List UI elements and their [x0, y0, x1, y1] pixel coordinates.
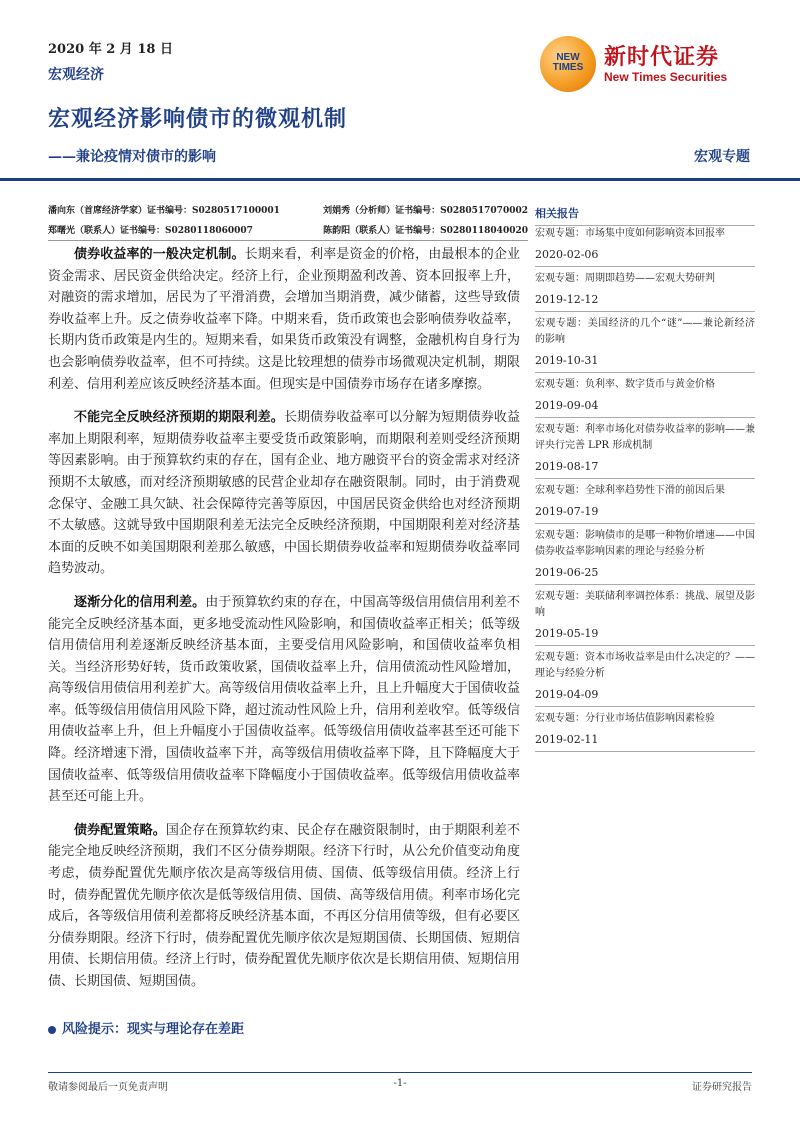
- paragraph-text: 长期债券收益率可以分解为短期债券收益率加上期限利率，短期债券收益率主要受货币政策影响，而期限利差则受经济预期等因素影响。由于预算软约束的存在，国有企业、地方融资平台的资金需求对经济预期不太敏感，而对经济预期敏感的民营企业却存在融资限制。同时，由于消费观念保守、金融工具欠缺、社会保障待完善等原因，中国居民资金供给也对经济预期不太敏感。这就导致中国期限利差无法完全反映经济预期，中国期限利差对经济基本面的反映不如美国期限利差那么敏感，中国长期债券收益率和短期债券收益率同趋势波动。: [48, 410, 520, 577]
- paragraph-lead: 债券收益率的一般决定机制。: [74, 247, 245, 262]
- body-paragraph: [48, 244, 520, 395]
- sidebar-divider: [535, 372, 755, 373]
- paragraph-text: 长期来看，利率是资金的价格，由最根本的企业资金需求、居民资金供给决定。经济上行，企业预期盈利改善、资本回报率上升，对融资的需求增加，居民为了平滑消费，会增加当期消费，减少储蓄，这些导致债券收益率上升。反之债券收益率下降。中期来看，货币政策也会影响债券收益率，长期内货币政策是内生的。短期来看，如果货币政策没有调整，金融机构自身行为也会影响债券收益率，但不可持续。这是比较理想的债券市场微观决定机制，期限利差、信用利差应该反映经济基本面。但现实是中国债券市场存在诸多摩擦。: [48, 247, 520, 392]
- body-paragraph: [48, 592, 520, 808]
- sidebar-divider: [535, 751, 755, 752]
- sidebar-divider: [535, 645, 755, 646]
- related-report-date: 2019-05-19: [535, 627, 599, 640]
- related-report-item[interactable]: [535, 226, 755, 271]
- body-paragraph: [48, 407, 520, 580]
- related-report-date: 2019-07-19: [535, 505, 599, 518]
- related-report-date: 2019-04-09: [535, 688, 599, 701]
- footer-report-type: 证券研究报告: [692, 1082, 752, 1093]
- sidebar-divider: [535, 523, 755, 524]
- analyst-entry: 郑曙光（联系人）证书编号：S0280118060007: [48, 226, 253, 236]
- related-report-title[interactable]: 宏观专题：美联储利率调控体系：挑战、展望及影响: [535, 591, 755, 618]
- related-report-date: 2019-06-25: [535, 566, 599, 579]
- main-content: [48, 244, 520, 1005]
- paragraph-text: 国企存在预算软约束、民企存在融资限制时，由于期限利差不能完全地反映经济预期，我们不区分债券期限。经济下行时，从公允价值变动角度考虑，债券配置优先顺序依次是高等级信用债、国债、低等级信用债。经济上行时，债券配置优先顺序依次是低等级信用债、国债、高等级信用债。利率市场化完成后，各等级信用债利差都将反映经济基本面，不再区分信用债等级，但有必要区分债券期限。经济下行时，债券配置优先顺序依次是短期国债、长期国债、短期信用债、长期信用债。经济上行时，债券配置优先顺序依次是长期信用债、短期信用债、长期国债、短期国债。: [48, 822, 520, 989]
- related-report-item[interactable]: [535, 528, 755, 589]
- page-subtitle: ——兼论疫情对债市的影响: [48, 149, 216, 165]
- header-divider: [0, 178, 800, 181]
- related-report-date: 2019-02-11: [535, 733, 599, 746]
- logo-name-cn: 新时代证券: [604, 44, 720, 70]
- related-report-item[interactable]: [535, 316, 755, 377]
- related-report-item[interactable]: [535, 422, 755, 483]
- report-type: 宏观专题: [694, 149, 750, 165]
- related-reports-heading: 相关报告: [535, 207, 579, 220]
- disclaimer-link[interactable]: 敬请参阅最后一页免责声明: [48, 1082, 168, 1093]
- sidebar-divider: [535, 266, 755, 267]
- related-report-item[interactable]: [535, 711, 755, 756]
- paragraph-text: 由于预算软约束的存在，中国高等级信用债信用利差不能完全反映经济基本面，更多地受流动性风险影响，和国债收益率正相关；低等级信用债信用利差逐渐反映经济基本面，主要受信用风险影响，和国债收益率负相关。当经济形势好转，货币政策收紧，国债收益率上升，信用债流动性风险增加，高等级信用债信用利差扩大。高等级信用债收益率上升，且上升幅度大于国债收益率。低等级信用债信用风险下降，超过流动性风险上升，信用利差收窄。低等级信用债收益率上升，但上升幅度小于国债收益率。低等级信用债收益率甚至还可能下降。经济增速下滑，国债收益率下并，高等级信用债收益率下降，且下降幅度大于国债收益率、低等级信用债收益率下降幅度小于国债收益率。低等级信用债收益率甚至还可能上升。: [48, 594, 520, 805]
- related-report-title[interactable]: 宏观专题：分行业市场估值影响因素检验: [535, 713, 715, 724]
- related-report-date: 2020-02-06: [535, 248, 599, 261]
- company-logo: [540, 36, 760, 92]
- related-report-date: 2019-08-17: [535, 460, 599, 473]
- paragraph-lead: 逐渐分化的信用利差。: [74, 594, 206, 610]
- logo-name-en: New Times Securities: [604, 70, 728, 84]
- analyst-row: [48, 201, 528, 221]
- related-report-date: 2019-12-12: [535, 293, 599, 306]
- sidebar-divider: [535, 417, 755, 418]
- related-report-title[interactable]: 宏观专题：全球利率趋势性下滑的前因后果: [535, 485, 725, 496]
- related-report-item[interactable]: [535, 650, 755, 711]
- page-title: 宏观经济影响债市的微观机制: [48, 106, 348, 132]
- related-report-title[interactable]: 宏观专题：利率市场化对债券收益率的影响——兼评央行完善 LPR 形成机制: [535, 424, 755, 451]
- related-report-item[interactable]: [535, 589, 755, 650]
- related-report-item[interactable]: [535, 271, 755, 316]
- analyst-entry: 陈韵阳（联系人）证书编号：S0280118040020: [323, 226, 528, 236]
- sidebar-divider: [535, 706, 755, 707]
- related-report-title[interactable]: 宏观专题：市场集中度如何影响资本回报率: [535, 228, 725, 239]
- page-number: -1-: [393, 1078, 407, 1089]
- analyst-list: [48, 201, 528, 241]
- paragraph-lead: 不能完全反映经济预期的期限利差。: [74, 410, 284, 426]
- related-report-title[interactable]: 宏观专题：负利率、数字货币与黄金价格: [535, 379, 715, 390]
- related-report-item[interactable]: [535, 483, 755, 528]
- related-reports: [535, 206, 755, 756]
- logo-emblem-text: NEW TIMES: [552, 52, 584, 73]
- footer-divider: [48, 1072, 752, 1073]
- analyst-entry: 刘娟秀（分析师）证书编号：S0280517070002: [323, 206, 528, 216]
- sidebar-divider: [535, 311, 755, 312]
- analyst-divider: [48, 240, 528, 241]
- analyst-entry: 潘向东（首席经济学家）证书编号：S0280517100001: [48, 206, 280, 216]
- related-report-title[interactable]: 宏观专题：美国经济的几个“谜”——兼论新经济的影响: [535, 318, 755, 345]
- sidebar-divider: [535, 584, 755, 585]
- related-report-item[interactable]: [535, 377, 755, 422]
- bullet-icon: [48, 1026, 56, 1034]
- report-category: 宏观经济: [48, 67, 104, 83]
- sidebar-divider: [535, 478, 755, 479]
- risk-warning: 风险提示：现实与理论存在差距: [48, 1018, 244, 1037]
- body-paragraph: [48, 820, 520, 993]
- paragraph-lead: 债券配置策略。: [74, 822, 166, 838]
- related-report-date: 2019-10-31: [535, 354, 599, 367]
- related-report-title[interactable]: 宏观专题：周期即趋势——宏观大势研判: [535, 273, 715, 284]
- related-report-title[interactable]: 宏观专题：资本市场收益率是由什么决定的？——理论与经验分析: [535, 652, 755, 679]
- related-report-date: 2019-09-04: [535, 399, 599, 412]
- related-report-title[interactable]: 宏观专题：影响债市的是哪一种物价增速——中国债券收益率影响因素的理论与经验分析: [535, 530, 755, 557]
- report-date: 2020 年 2 月 18 日: [48, 42, 173, 57]
- analyst-row: [48, 221, 528, 241]
